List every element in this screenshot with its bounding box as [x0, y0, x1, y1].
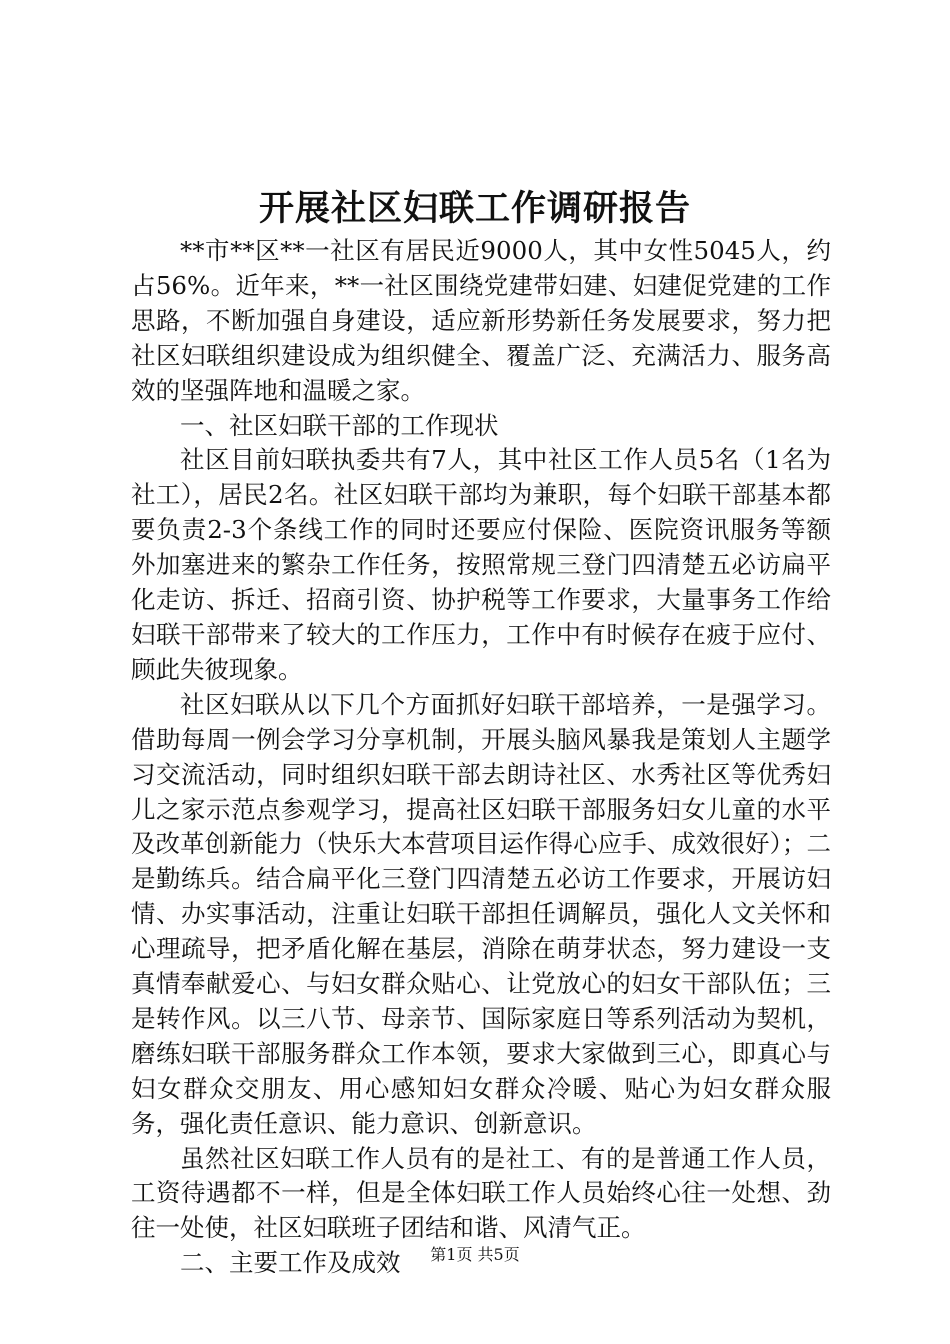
section-heading-1: 一、社区妇联干部的工作现状 [180, 410, 499, 440]
paragraph-team: 虽然社区妇联工作人员有的是社工、有的是普通工作人员，工资待遇都不一样，但是全体妇联工作人员始终心往一处想、劲往一处使，社区妇联班子团结和谐、风清气正。 [131, 1143, 831, 1243]
document-body [131, 234, 831, 1281]
paragraph-training: 社区妇联从以下几个方面抓好妇联干部培养，一是强学习。借助每周一例会学习分享机制，开展头脑风暴我是策划人主题学习交流活动，同时组织妇联干部去朗诗社区、水秀社区等优秀妇儿之家示范点参观学习，提高社区妇联干部服务妇女儿童的水平及改革创新能力（快乐大本营项目运作得心应手、成效很好）；二是勤练兵。结合扁平化三登门四清楚五必访工作要求，开展访妇情、办实事活动，注重让妇联干部担任调解员，强化人文关怀和心理疏导，把矛盾化解在基层，消除在萌芽状态，努力建设一支真情奉献爱心、与妇女群众贴心、让党放心的妇女干部队伍；三是转作风。以三八节、母亲节、国际家庭日等系列活动为契机，磨练妇联干部服务群众工作本领，要求大家做到三心，即真心与妇女群众交朋友、用心感知妇女群众冷暖、贴心为妇女群众服务，强化责任意识、能力意识、创新意识。 [131, 689, 831, 1138]
section-heading-2: 二、主要工作及成效 [180, 1248, 401, 1278]
document-title: 开展社区妇联工作调研报告 [258, 188, 691, 229]
paragraph-status: 社区目前妇联执委共有7人，其中社区工作人员5名（1名为社工），居民2名。社区妇联干部均为兼职，每个妇联干部基本都要负责2-3个条线工作的同时还要应付保险、医院资讯服务等额外加塞进来的繁杂工作任务，按照常规三登门四清楚五必访扁平化走访、拆迁、招商引资、协护税等工作要求，大量事务工作给妇联干部带来了较大的工作压力，工作中有时候存在疲于应付、顾此失彼现象。 [131, 445, 831, 684]
paragraph-intro: **市**区**一社区有居民近9000人，其中女性5045人，约占56%。近年来，**一社区围绕党建带妇建、妇建促党建的工作思路，不断加强自身建设，适应新形势新任务发展要求，努力把社区妇联组织建设成为组织健全、覆盖广泛、充满活力、服务高效的坚强阵地和温暖之家。 [131, 236, 831, 405]
page-number-footer: 第1页 共5页 [430, 1245, 520, 1264]
